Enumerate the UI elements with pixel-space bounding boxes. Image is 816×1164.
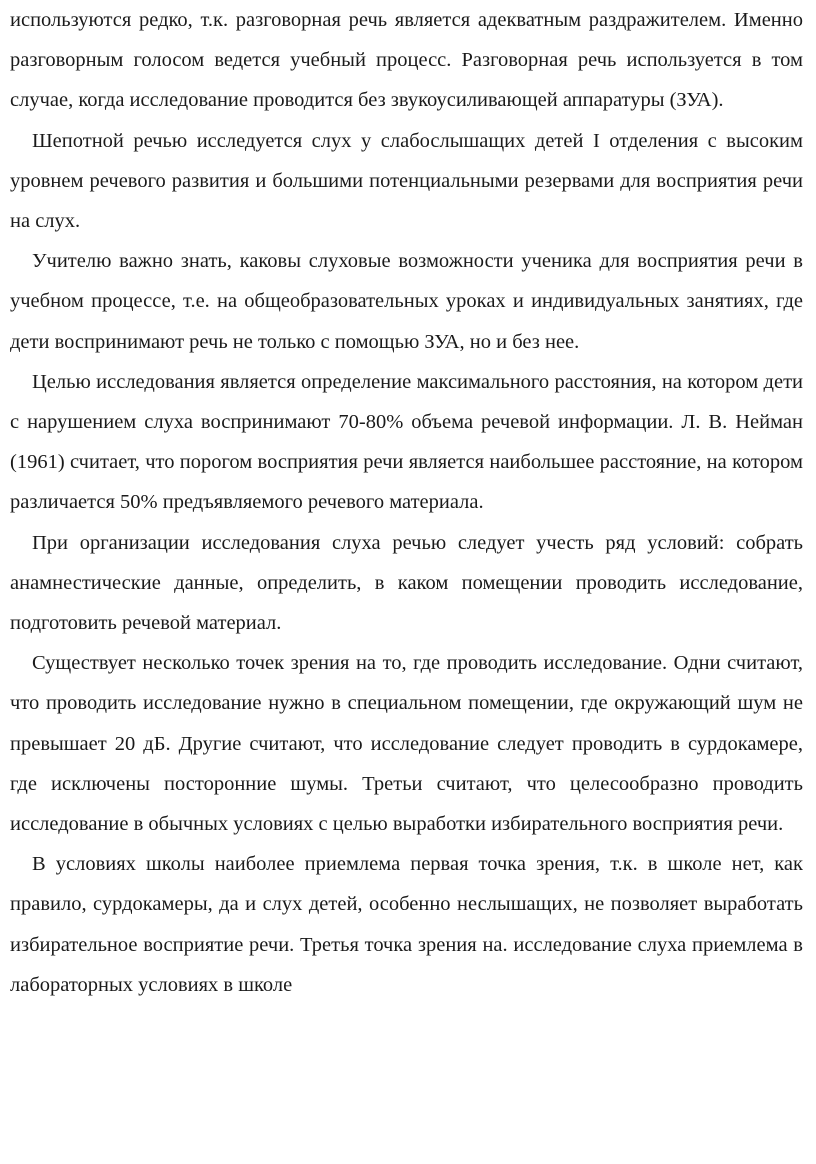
paragraph-3: Учителю важно знать, каковы слуховые возможности ученика для восприятия речи в учебном процессе, т.е. на общеобразовательных уроках и индивидуальных занятиях, где дети воспринимают речь не только с помощью ЗУА, но и без нее. [10, 250, 803, 353]
paragraph-2: Шепотной речью исследуется слух у слабослышащих детей I отделения с высоким уровнем речевого развития и большими потенциальными резервами для восприятия речи на слух. [10, 129, 803, 233]
paragraph-7: В условиях школы наиболее приемлема первая точка зрения, т.к. в школе нет, как правило, сурдокамеры, да и слух детей, особенно неслышащих, не позволяет выработать избирательное восприятие речи. Третья точка зрения на. исследование слуха приемлема в лабораторных условиях в школе [10, 853, 803, 996]
paragraph-5: При организации исследования слуха речью следует учесть ряд условий: собрать анамнестические данные, определить, в каком помещении проводить исследование, подготовить речевой материал. [10, 531, 803, 635]
paragraph-1: используются редко, т.к. разговорная речь является адекватным раздражителем. Именно разговорным голосом ведется учебный процесс. Разговорная речь используется в том случае, когда исследование проводится без звукоусиливающей аппаратуры (ЗУА). [10, 9, 803, 112]
document-page [10, 0, 803, 1005]
paragraph-4: Целью исследования является определение максимального расстояния, на котором дети с нарушением слуха воспринимают 70-80% объема речевой информации. Л. В. Нейман (1961) считает, что порогом восприятия речи является наибольшее расстояние, на котором различается 50% предъявляемого речевого материала. [10, 370, 803, 514]
paragraph-6: Существует несколько точек зрения на то, где проводить исследование. Одни считают, что проводить исследование нужно в специальном помещении, где окружающий шум не превышает 20 дБ. Другие считают, что исследование следует проводить в сурдокамере, где исключены посторонние шумы. Третьи считают, что целесообразно проводить исследование в обычных условиях с целью выработки избирательного восприятия речи. [10, 652, 803, 836]
